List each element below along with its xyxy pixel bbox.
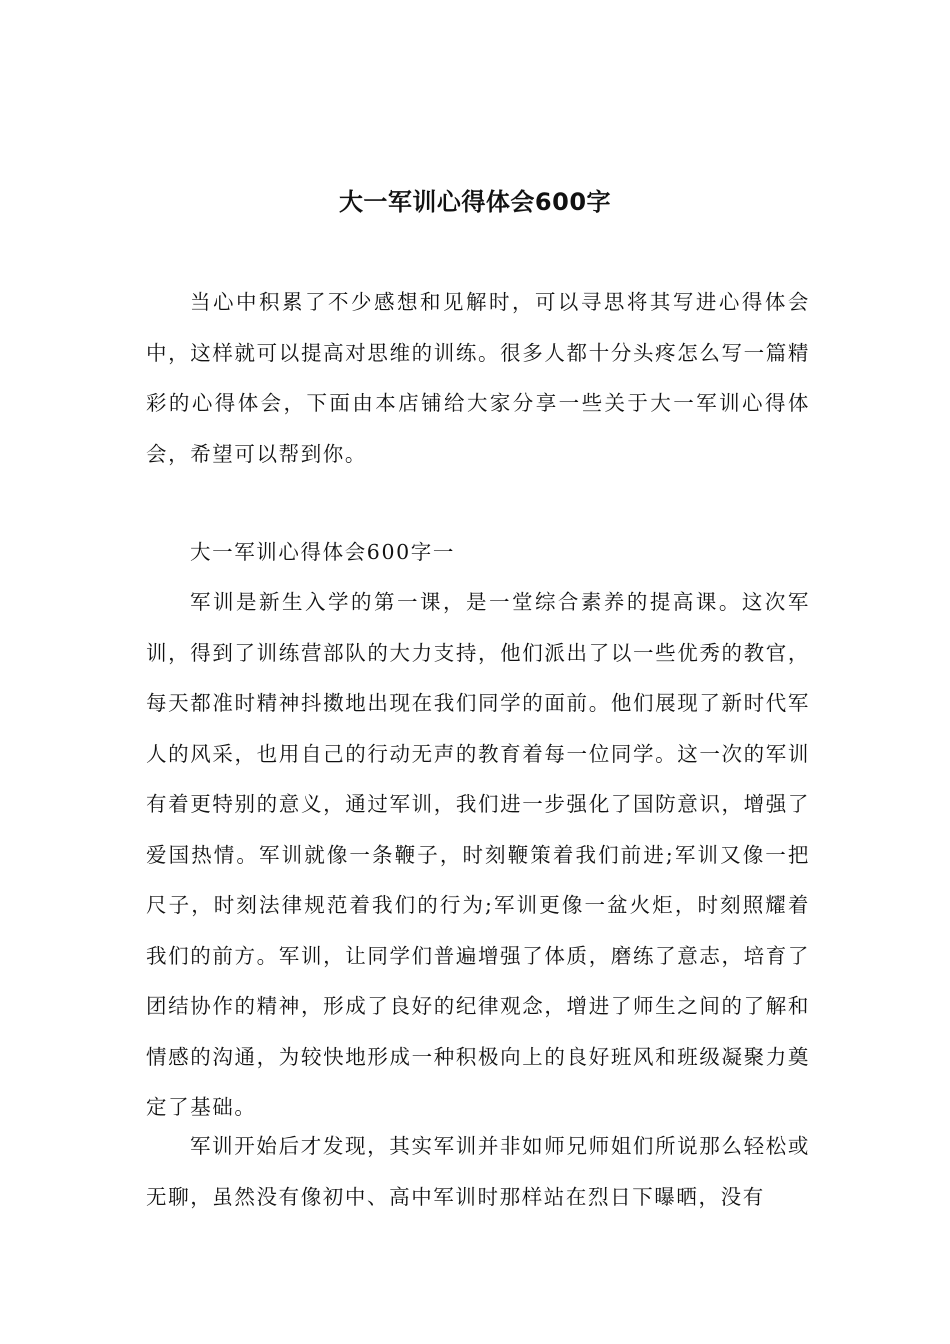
- body-paragraph-1: 军训是新生入学的第一课，是一堂综合素养的提高课。这次军训，得到了训练营部队的大力支持，他们派出了以一些优秀的教官，每天都准时精神抖擞地出现在我们同学的面前。他们展现了新时代军人的风采，也用自己的行动无声的教育着每一位同学。这一次的军训有着更特别的意义，通过军训，我们进一步强化了国防意识，增强了爱国热情。军训就像一条鞭子，时刻鞭策着我们前进;军训又像一把尺子，时刻法律规范着我们的行为;军训更像一盆火炬，时刻照耀着我们的前方。军训，让同学们普遍增强了体质，磨练了意志，培育了团结协作的精神，形成了良好的纪律观念，增进了师生之间的了解和情感的沟通，为较快地形成一种积极向上的良好班风和班级凝聚力奠定了基础。: [146, 590, 810, 1119]
- intro-paragraph: 当心中积累了不少感想和见解时，可以寻思将其写进心得体会中，这样就可以提高对思维的训练。很多人都十分头疼怎么写一篇精彩的心得体会，下面由本店铺给大家分享一些关于大一军训心得体会，希望可以帮到你。: [146, 290, 810, 466]
- section-heading: 大一军训心得体会600字一: [190, 540, 455, 564]
- body-paragraph-2: 军训开始后才发现，其实军训并非如师兄师姐们所说那么轻松或无聊，虽然没有像初中、高中军训时那样站在烈日下曝晒，没有: [146, 1134, 810, 1209]
- document-title: 大一军训心得体会600字: [338, 188, 612, 216]
